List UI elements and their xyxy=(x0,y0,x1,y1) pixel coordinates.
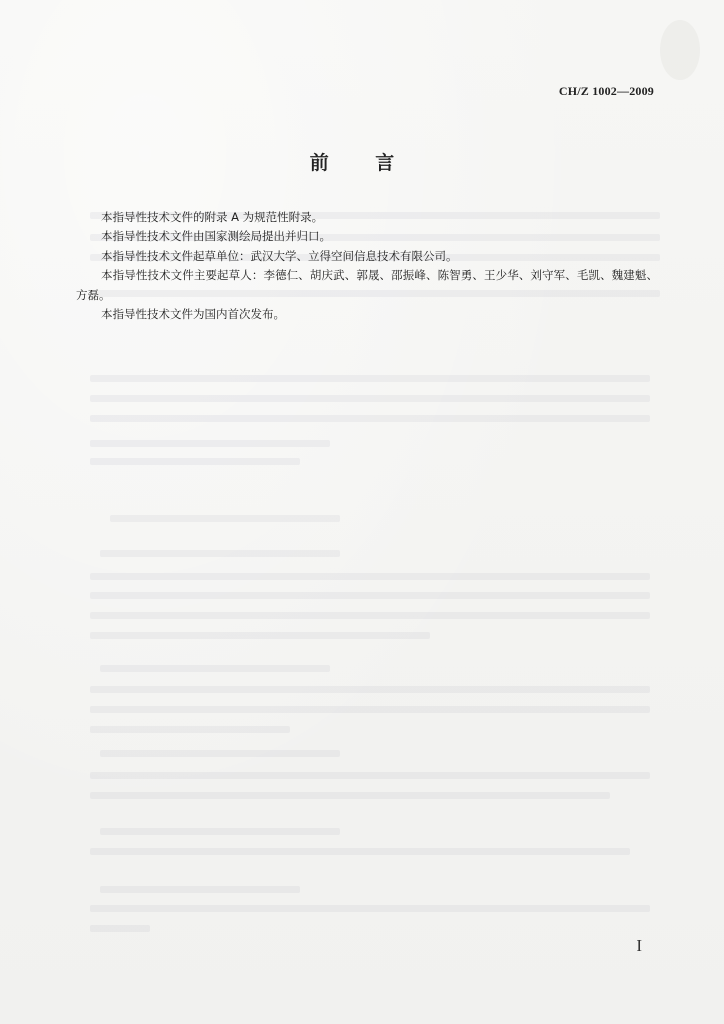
bleed-through-line xyxy=(90,792,610,799)
bleed-through-line xyxy=(90,440,330,447)
bleed-through-line xyxy=(90,772,650,779)
bleed-through-line xyxy=(90,458,300,465)
bleed-through-line xyxy=(100,550,340,557)
bleed-through-line xyxy=(100,828,340,835)
bleed-through-line xyxy=(90,375,650,382)
bleed-through-line xyxy=(90,632,430,639)
bleed-through-line xyxy=(90,726,290,733)
bleed-through-line xyxy=(90,686,650,693)
section-title: 前 言 xyxy=(309,152,415,174)
bleed-through-line xyxy=(90,925,150,932)
bleed-through-line xyxy=(90,395,650,402)
bleed-through-line xyxy=(90,706,650,713)
paragraph: 本指导性技术文件由国家测绘局提出并归口。 xyxy=(101,229,331,244)
bleed-through-line xyxy=(90,573,650,580)
bleed-through-line xyxy=(110,515,340,522)
bleed-through-line xyxy=(90,415,650,422)
paragraph: 本指导性技术文件起草单位：武汉大学、立得空间信息技术有限公司。 xyxy=(101,248,458,263)
bleed-through-line xyxy=(90,848,630,855)
bleed-through-line xyxy=(90,592,650,599)
bleed-through-line xyxy=(90,905,650,912)
bleed-through-line xyxy=(100,886,300,893)
document-code: CH/Z 1002—2009 xyxy=(558,84,654,98)
page-number: I xyxy=(636,936,642,955)
paper-stain xyxy=(660,20,700,80)
bleed-through-line xyxy=(90,612,650,619)
paragraph: 本指导性技术文件为国内首次发布。 xyxy=(101,307,285,322)
paragraph: 本指导性技术文件的附录 A 为规范性附录。 xyxy=(101,210,324,224)
paragraph: 本指导性技术文件主要起草人：李德仁、胡庆武、郭晟、邵振峰、陈智勇、王少华、刘守军、毛凯、魏建魁、方磊。 xyxy=(76,268,658,302)
bleed-through-line xyxy=(100,750,340,757)
bleed-through-line xyxy=(100,665,330,672)
foreword-body xyxy=(76,208,658,324)
